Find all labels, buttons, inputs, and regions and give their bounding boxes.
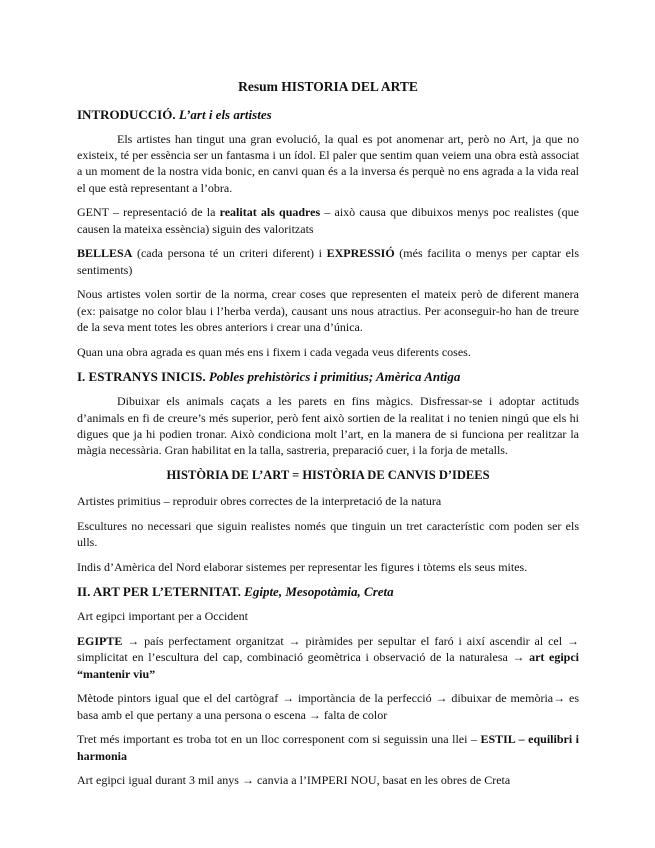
section-heading-estranys-inicis <box>77 368 579 385</box>
heading-label: II. ART PER L’ETERNITAT. <box>77 584 241 600</box>
heading-label: I. ESTRANYS INICIS. <box>77 369 206 385</box>
section-heading-introduction <box>77 106 579 123</box>
heading-subtitle: L’art i els artistes <box>178 107 272 122</box>
emphasis: ESTIL – equilibri i harmonia <box>77 732 579 763</box>
section-heading-art-per-eternitat <box>77 583 579 600</box>
emphasis: EXPRESSIÓ <box>326 246 395 261</box>
paragraph: Quan una obra agrada es quan més ens i fixem i cada vegada veus diferents coses. <box>77 344 471 359</box>
paragraph: Art egipci important per a Occident <box>77 609 248 624</box>
paragraph: BELLESA (cada persona té un criteri diferent) i EXPRESSIÓ (més facilita o menys per captar els sentiments) <box>77 246 579 277</box>
paragraph: GENT – representació de la realitat als quadres – això causa que dibuixos menys poc realistes (que causen la mateixa essència) siguin des valoritzats <box>77 205 579 236</box>
paragraph: Mètode pintors igual que el del cartògraf → importància de la perfecció → dibuixar de memòria→ es basa amb el que pertany a una persona o escena → falta de color <box>77 691 579 722</box>
paragraph: Nous artistes volen sortir de la norma, crear coses que representen el mateix però de diferent manera (ex: paisatge no color blau i l’herba verda), causant uns nous atractius. Per aconseguir-ho han de treure de la seva ment totes les obres anteriors i crear una d’única. <box>77 287 579 334</box>
heading-subtitle: Egipte, Mesopotàmia, Creta <box>244 584 394 600</box>
paragraph: Art egipci igual durant 3 mil anys → canvia a l’IMPERI NOU, basat en les obres de Creta <box>77 773 511 788</box>
heading-subtitle: Pobles prehistòrics i primitius; Amèrica Antiga <box>208 369 461 385</box>
paragraph: Dibuixar els animals caçats a les parets en fins màgics. Disfressar-se i adoptar actituds d’animals en fi de creure’s més superior, però fent això sortien de la realitat i no tenien ningú que els hi digues que ja hi podien tronar. Això condiciona molt l’art, en la manera de si funciona per realitzar la màgia necessària. Gran habilitat en la talla, sastreria, preparació cuer, i la forja de metalls. <box>77 394 579 458</box>
document-title: Resum HISTORIA DEL ARTE <box>238 79 418 94</box>
paragraph: Els artistes han tingut una gran evolució, la qual es pot anomenar art, però no Art, ja que no existeix, té per essència ser un fantasma i un ídol. El paler que sentim quan veiem una obra està associat a un moment de la nostra vida bonic, en canvi quan és a la inversa és perquè no ens agrada a la vida real el que està representant a l’obra. <box>77 132 579 195</box>
centered-subheading: HISTÒRIA DE L’ART = HISTÒRIA DE CANVIS D’IDEES <box>166 467 490 482</box>
heading-label: INTRODUCCIÓ. <box>77 107 176 122</box>
emphasis: EGIPTE <box>77 634 123 649</box>
paragraph: Tret més important es troba tot en un lloc corresponent com si seguissin una llei – ESTIL – equilibri i harmonia <box>77 732 579 763</box>
paragraph: EGIPTE → país perfectament organitzat → piràmides per sepultar el faró i així ascendir al cel → simplicitat en l’escultura del cap, combinació geomètrica i observació de la naturalesa → art egipci “mantenir viu” <box>77 634 579 681</box>
paragraph: Escultures no necessari que siguin realistes només que tinguin un tret característic com poden ser els ulls. <box>77 518 579 549</box>
emphasis: BELLESA <box>77 246 133 261</box>
paragraph: Indis d’Amèrica del Nord elaborar sistemes per representar les figures i tòtems els seus mites. <box>77 559 528 574</box>
paragraph: Artistes primitius – reproduir obres correctes de la interpretació de la natura <box>77 493 442 508</box>
emphasis: realitat als quadres <box>219 205 321 220</box>
emphasis: art egipci “mantenir viu” <box>77 650 579 681</box>
